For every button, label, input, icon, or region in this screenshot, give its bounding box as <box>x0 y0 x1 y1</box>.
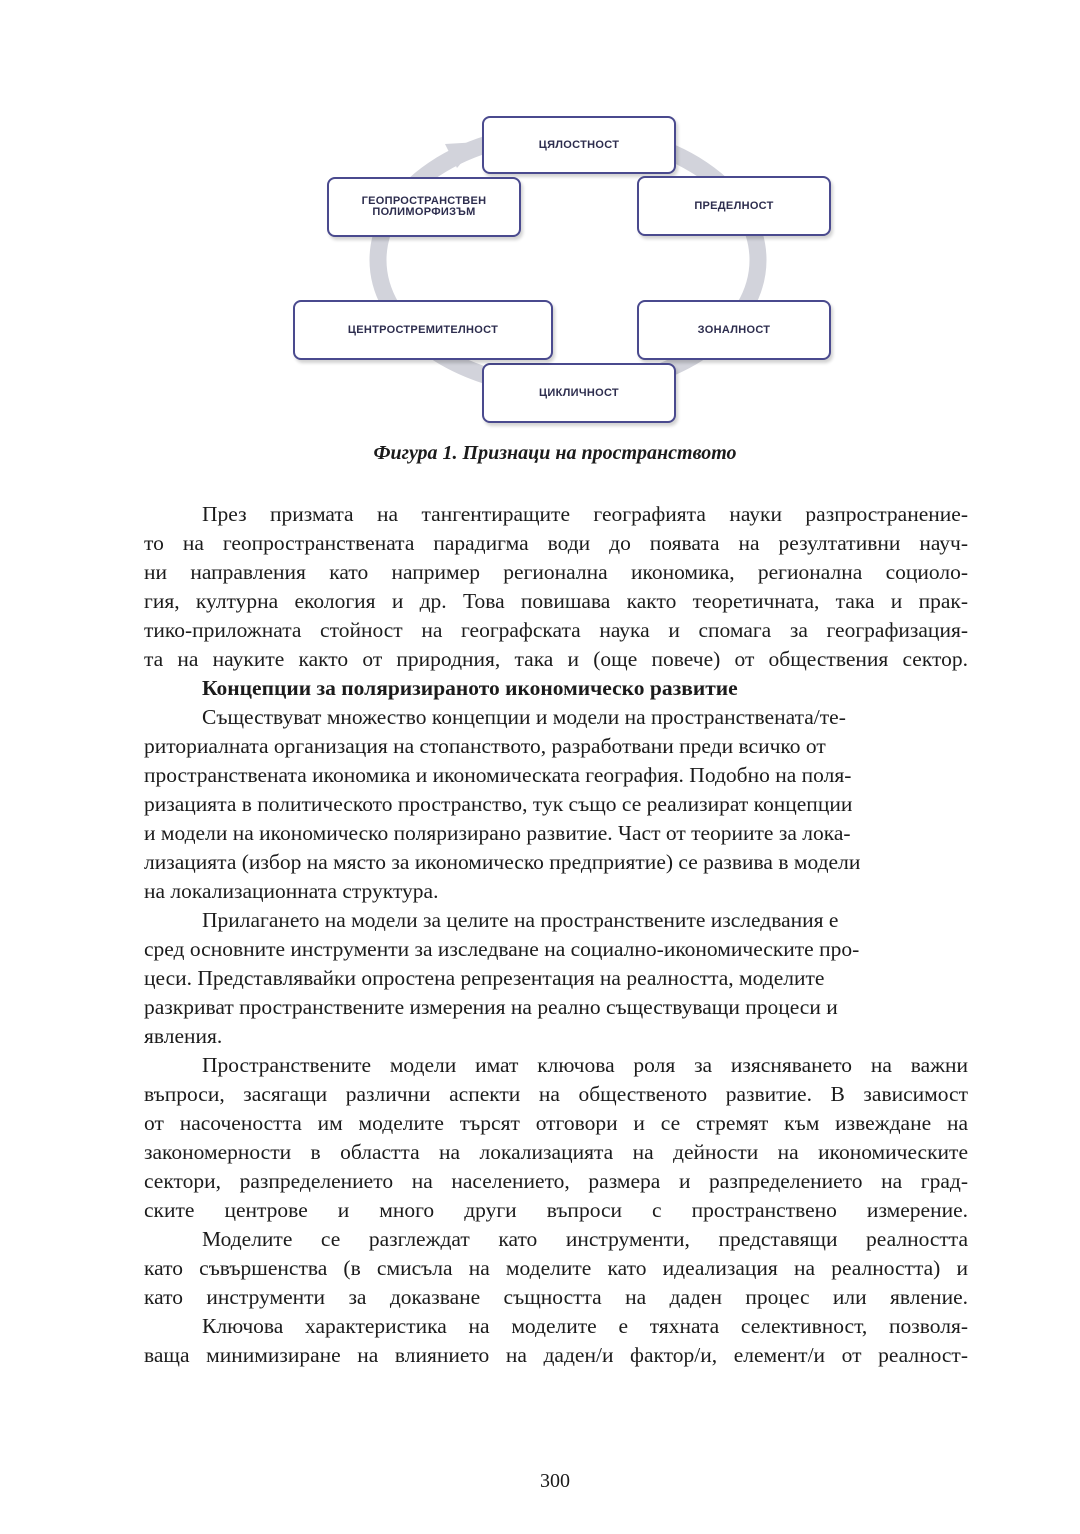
cycle-diagram <box>285 110 835 430</box>
paragraph-3: Прилагането на модели за целите на пространствените изследвания е сред основните инструменти за изследване на социално-икономическите про- цеси. Представлявайки опростена репрезентация на реалността, моделите разкриват пространствените измерения на реално съществуващи процеси и явления. <box>144 908 860 1048</box>
node-tsyalostnost: ЦЯЛОСТНОСТ <box>482 116 676 174</box>
figure-caption: Фигура 1. Признаци на пространството <box>373 442 737 464</box>
section-heading: Концепции за поляризираното икономическо развитие <box>202 676 738 700</box>
paragraph-2: Съществуват множество концепции и модели на пространствената/те- риториалната организация на стопанството, разработвани преди всичко от пространствената икономика и икономическата география. Подобно на поля- ризацията в политическото пространство, тук също се реализират концепции и модели на икономическо поляризирано развитие. Част от теориите за лока- лизацията (избор на място за икономическо предприятие) се развива в модели на локализационната структура. <box>144 705 861 903</box>
node-predelnost: ПРЕДЕЛНОСТ <box>637 176 831 236</box>
paragraph-4: Пространствените модели имат ключова роля за изясняването на важни въпроси, засягащи различни аспекти на общественото развитие. В зависимост от насочеността им моделите търсят отговори и се стремят към извеждане на закономерности в областта на локализацията на дейности на икономическите сектори, разпределението на населението, размера и разпределението на град- ските центрове и много други въпроси с пространствено измерение. <box>144 1053 968 1222</box>
node-zonalnost: ЗОНАЛНОСТ <box>637 300 831 360</box>
paragraph-5: Моделите се разглеждат като инструменти, представящи реалността като съвършенства (в смисъла на моделите като идеализация на реалността) и като инструменти за доказване същността на даден процес или явление. <box>144 1227 968 1309</box>
paragraph-6: Ключова характеристика на моделите е тяхната селективност, позволя- ваща минимизиране на влиянието на даден/и фактор/и, елемент/и от реалност- <box>144 1314 968 1367</box>
paragraph-1: През призмата на тангентиращите географията науки разпространение- то на геопространствената парадигма води до появата на резултативни науч- ни направления като например регионална икономика, регионална социоло- гия, културна екология и др. Това повишава както теоретичната, така и прак- тико-приложната стойност на географската наука и спомага за географизация- та на науките както от природния, така и (още повече) от обществения сектор. <box>144 502 968 671</box>
node-geoprostranstven-polimorfizam: ГЕОПРОСТРАНСТВЕН ПОЛИМОРФИЗЪМ <box>327 177 521 237</box>
page-number: 300 <box>540 1470 570 1492</box>
node-tsentrostremitelnost: ЦЕНТРОСТРЕМИТЕЛНОСТ <box>293 300 553 360</box>
body-text <box>144 500 968 1370</box>
node-tsiklichnost: ЦИКЛИЧНОСТ <box>482 363 676 423</box>
